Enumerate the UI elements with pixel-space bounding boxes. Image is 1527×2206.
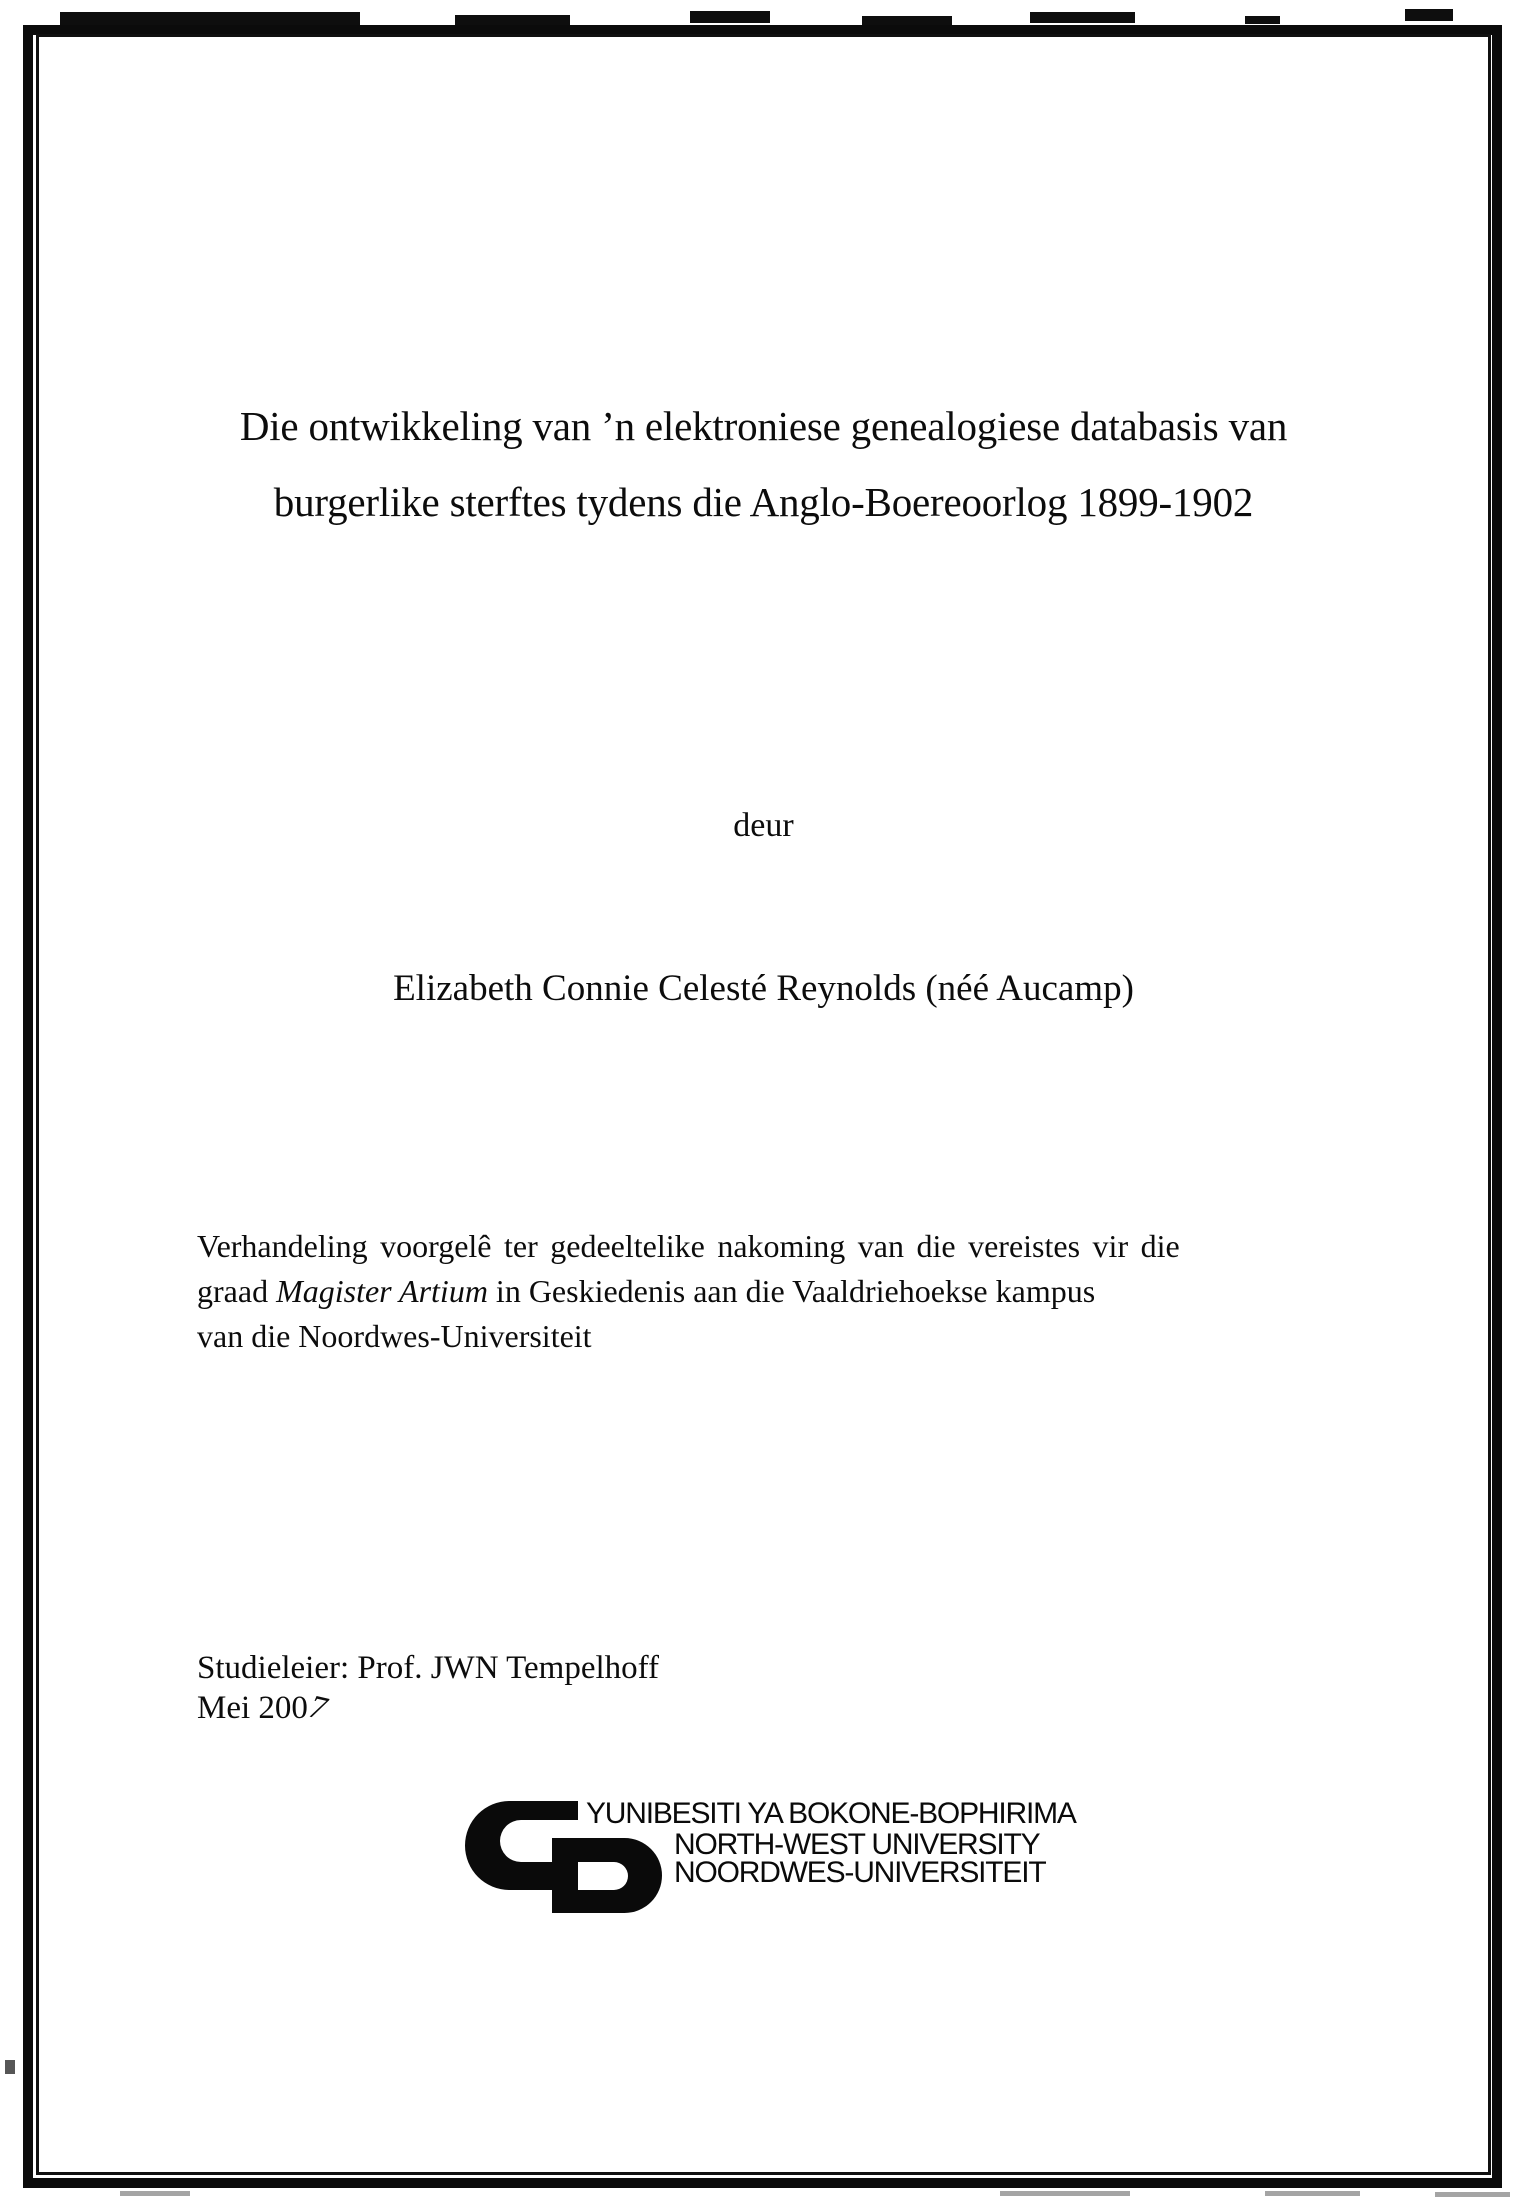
statement-line1: Verhandeling voorgelê ter gedeeltelike nakoming van die vereistes vir die: [197, 1228, 1180, 1264]
statement-line3: van die Noordwes-Universiteit: [197, 1318, 592, 1354]
scan-artifact: [1030, 12, 1135, 23]
logo-name-afrikaans: NOORDWES-UNIVERSITEIT: [674, 1856, 1046, 1889]
author-name: Elizabeth Connie Celesté Reynolds (néé Aucamp): [393, 968, 1134, 1009]
scan-artifact: [862, 16, 952, 25]
scan-artifact: [1435, 2192, 1510, 2197]
thesis-statement: [197, 1224, 1357, 1359]
logo-name-english: NORTH-WEST UNIVERSITY: [674, 1828, 1040, 1861]
date-last-digit: 7: [302, 1689, 333, 1727]
scan-artifact: [120, 2191, 190, 2196]
supervisor-line: Studieleier: Prof. JWN Tempelhoff: [197, 1650, 660, 1686]
scan-artifact: [690, 11, 770, 23]
byline-label: deur: [733, 807, 794, 844]
scan-artifact: [1405, 9, 1453, 21]
thesis-title-line2: burgerlike sterftes tydens die Anglo-Boereoorlog 1899-1902: [273, 479, 1254, 525]
logo-name-setswana: YUNIBESITI YA BOKONE-BOPHIRIMA: [586, 1797, 1076, 1830]
scan-artifact: [1265, 2191, 1360, 2196]
date-line: Mei 2007: [197, 1689, 333, 1727]
scan-artifact: [455, 15, 570, 25]
scan-artifact: [60, 12, 360, 25]
scan-artifact: [5, 2060, 15, 2074]
thesis-title: [80, 388, 1447, 540]
university-logo: [455, 1790, 1085, 1935]
supervisor-block: [197, 1648, 659, 1728]
scan-artifact: [1000, 2191, 1130, 2196]
thesis-title-line1: Die ontwikkeling van ’n elektroniese genealogiese databasis van: [239, 403, 1288, 449]
statement-line2: graad Magister Artium in Geskiedenis aan die Vaaldriehoekse kampus: [197, 1273, 1096, 1309]
degree-name: Magister Artium: [276, 1273, 488, 1309]
scan-artifact: [1245, 16, 1280, 24]
